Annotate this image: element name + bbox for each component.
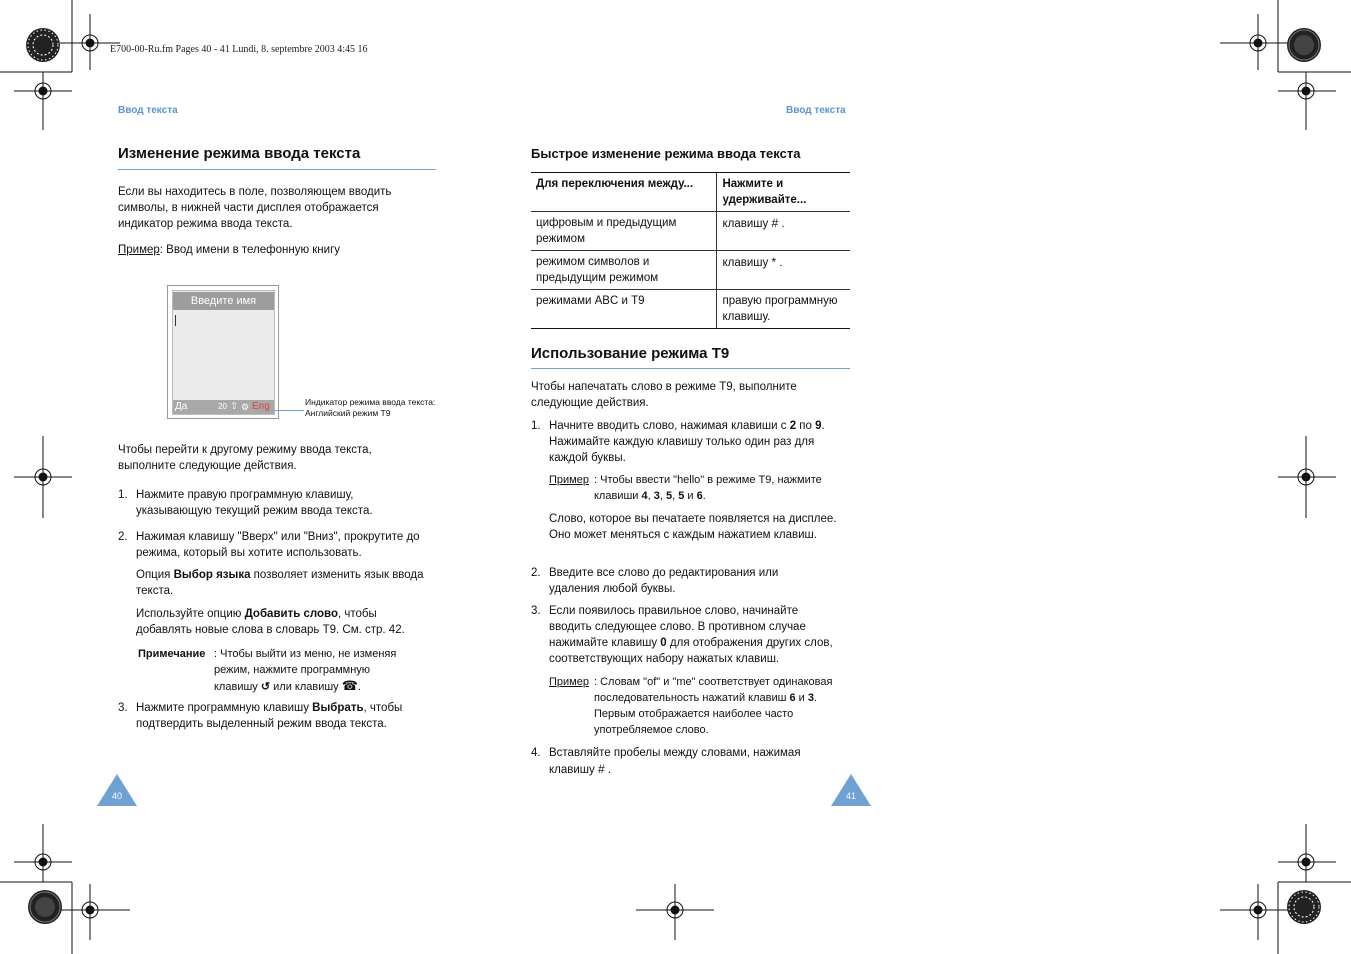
phone-display bbox=[167, 285, 279, 419]
star-key-icon: * bbox=[771, 255, 777, 269]
example-line bbox=[118, 242, 340, 258]
starburst-mark bbox=[26, 28, 60, 62]
t9-step-1: 1. Начните вводить слово, нажимая клавиши с 2 по 9. Нажимайте каждую клавишу только один раз для каждой буквы. bbox=[531, 420, 825, 464]
note-label: Примечание bbox=[138, 648, 206, 660]
running-header-right: Ввод текста bbox=[786, 105, 846, 116]
mode-indicator: Eng bbox=[252, 401, 270, 412]
example-text: : Ввод имени в телефонную книгу bbox=[159, 244, 341, 256]
title-rule bbox=[118, 169, 436, 170]
step-2: 2. Нажимая клавишу "Вверх" или "Вниз", прокрутите до режима, который вы хотите использовать. bbox=[118, 531, 420, 559]
left-soft-label: Да bbox=[175, 401, 188, 412]
note-text: : Чтобы выйти из меню, не изменяя режим, нажмите программную клавишу ↺ или клавишу ☎. bbox=[214, 648, 397, 693]
table-row: режимами ABC и T9 правую программную клавишу. bbox=[531, 290, 850, 329]
t9-step-3: 3. Если появилось правильное слово, начинайте вводить следующее слово. В противном случае нажимайте клавишу 0 для отображения других слов, соответствующих набору нажатых клавиш. bbox=[531, 605, 833, 665]
option-add-word: Используйте опцию Добавить слово, чтобы добавлять новые слова в словарь Т9. См. стр. 42. bbox=[136, 608, 405, 636]
t9-example-1-label: Пример bbox=[549, 474, 589, 486]
quick-change-table bbox=[531, 172, 850, 329]
char-counter: 20 bbox=[218, 402, 227, 411]
t9-step-2: 2. Введите все слово до редактирования или удаления любой буквы. bbox=[531, 567, 779, 595]
hash-key-icon: # bbox=[771, 216, 779, 230]
t9-intro: Чтобы напечатать слово в режиме Т9, выполните следующие действия. bbox=[531, 381, 797, 409]
soft-key-bar bbox=[173, 400, 274, 414]
quick-change-title: Быстрое изменение режима ввода текста bbox=[531, 146, 801, 161]
t9-step-1-extra: Слово, которое вы печатаете появляется на дисплее. Оно может меняться с каждым нажатием клавиш. bbox=[549, 513, 837, 541]
mode-indicator-callout: Индикатор режима ввода текста: Английский режим Т9 bbox=[305, 397, 436, 418]
t9-example-2: : Словам "of" и "me" соответствует одинаковая последовательность нажатий клавиш 6 и 3. Первым отображается наиболее часто употребляемое слово. bbox=[594, 676, 833, 736]
hash-key-icon: # bbox=[597, 762, 605, 776]
callout-line bbox=[274, 410, 304, 411]
t9-section-title: Использование режима Т9 bbox=[531, 345, 730, 362]
t9-example-1: : Чтобы ввести "hello" в режиме Т9, нажмите клавиши 4, 3, 5, 5 и 6. bbox=[594, 474, 822, 502]
section-title: Изменение режима ввода текста bbox=[118, 145, 361, 162]
intro-paragraph: Если вы находитесь в поле, позволяющем вводить символы, в нижней части дисплея отображается индикатор режима ввода текста. bbox=[118, 186, 392, 230]
table-header-row bbox=[531, 173, 850, 212]
step-3: 3. Нажмите программную клавишу Выбрать, чтобы подтвердить выделенный режим ввода текста. bbox=[118, 702, 403, 730]
shift-arrow-icon: ⇧ bbox=[230, 401, 239, 412]
example-label: Пример bbox=[118, 244, 160, 256]
file-info: E700-00-Ru.fm Pages 40 - 41 Lundi, 8. septembre 2003 4:45 16 bbox=[110, 44, 368, 55]
running-header-left: Ввод текста bbox=[118, 105, 178, 116]
end-call-key-icon: ☎ bbox=[341, 678, 358, 693]
back-key-icon: ↺ bbox=[260, 681, 271, 693]
display-title: Введите имя bbox=[173, 292, 274, 310]
page-number-right: 41 bbox=[845, 791, 856, 801]
t9-example-2-label: Пример bbox=[549, 676, 589, 688]
switch-intro: Чтобы перейти к другому режиму ввода текста, выполните следующие действия. bbox=[118, 444, 372, 472]
page-number-left: 40 bbox=[111, 791, 122, 801]
table-header: Нажмите и удерживайте... bbox=[717, 173, 850, 212]
table-header: Для переключения между... bbox=[531, 173, 717, 212]
t9-title-rule bbox=[531, 368, 850, 369]
step-1: 1. Нажмите правую программную клавишу, указывающую текущий режим ввода текста. bbox=[118, 489, 373, 517]
text-cursor bbox=[175, 315, 176, 326]
option-language: Опция Выбор языка позволяет изменить язык ввода текста. bbox=[136, 569, 424, 597]
phone-screen bbox=[172, 290, 275, 415]
t9-step-4: 4. Вставляйте пробелы между словами, нажимая клавишу # . bbox=[531, 747, 801, 776]
table-row: цифровым и предыдущим режимом клавишу # . bbox=[531, 212, 850, 251]
t9-icon: ⚙ bbox=[241, 402, 250, 412]
table-row: режимом символов и предыдущим режимом клавишу * . bbox=[531, 251, 850, 290]
